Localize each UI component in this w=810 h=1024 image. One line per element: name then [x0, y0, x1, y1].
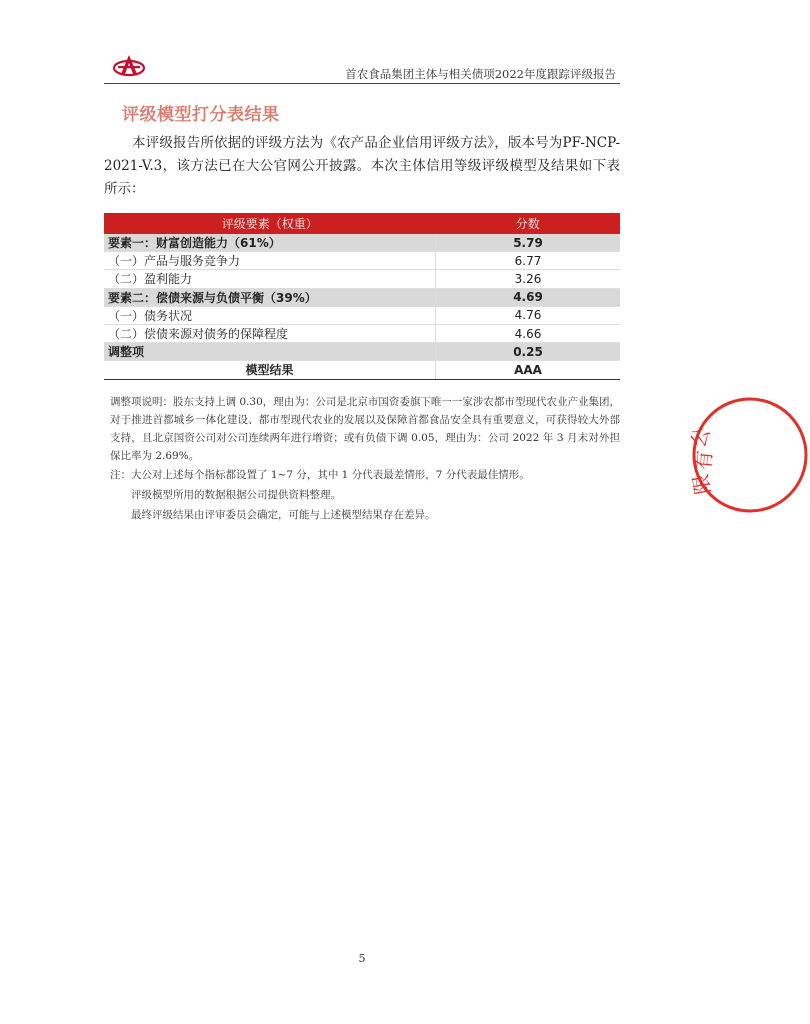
factor-label: 要素二：偿债来源与负债平衡（39%）	[104, 288, 436, 306]
column-header-factor: 评级要素（权重）	[104, 213, 436, 234]
factor-score: 4.69	[436, 288, 621, 306]
factor-score: 4.66	[436, 324, 621, 342]
factor-label: （一）债务状况	[104, 306, 436, 324]
svg-text:公: 公	[685, 423, 715, 451]
scale-note: 注：大公对上述每个指标都设置了 1~7 分，其中 1 分代表最差情形，7 分代表最佳情形。	[110, 469, 530, 481]
column-header-score: 分数	[436, 213, 621, 234]
page-number: 5	[358, 952, 366, 965]
factor-label: （二）偿债来源对债务的保障程度	[104, 324, 436, 342]
table-row	[104, 252, 620, 270]
svg-text:限: 限	[688, 472, 716, 497]
section-title: 评级模型打分表结果	[122, 105, 280, 125]
dagong-logo	[112, 54, 146, 78]
report-header-title: 首农食品集团主体与相关债项2022年度跟踪评级报告	[345, 67, 616, 81]
table-row	[104, 324, 620, 342]
factor-label: 调整项	[104, 343, 436, 361]
model-result-row	[104, 361, 620, 379]
table-header-row	[104, 213, 620, 234]
factor-label: （一）产品与服务竞争力	[104, 252, 436, 270]
factor-label: 要素一：财富创造能力（61%）	[104, 234, 436, 252]
table-row	[104, 306, 620, 324]
factor-score: 4.76	[436, 306, 621, 324]
table-row	[104, 270, 620, 288]
table-row	[104, 288, 620, 306]
factor-score: 3.26	[436, 270, 621, 288]
factor-score: 0.25	[436, 343, 621, 361]
table-row	[104, 234, 620, 252]
factor-score: 6.77	[436, 252, 621, 270]
data-source-note: 评级模型所用的数据根据公司提供资料整理。	[131, 489, 341, 501]
factor-score: 5.79	[436, 234, 621, 252]
intro-paragraph: 本评级报告所依据的评级方法为《农产品企业信用评级方法》，版本号为PF-NCP-2021-V.3，该方法已在大公官网公开披露。本次主体信用等级评级模型及结果如下表所示：	[104, 135, 620, 197]
factor-score: AAA	[436, 361, 621, 379]
company-seal-stamp	[685, 395, 810, 515]
factor-label: 模型结果	[104, 361, 436, 379]
svg-text:有: 有	[690, 449, 717, 472]
header-divider	[104, 83, 620, 84]
adjustment-note: 调整项说明：股东支持上调 0.30，理由为：公司是北京市国资委旗下唯一一家涉农都市型现代农业产业集团，对于推进首都城乡一体化建设、都市型现代农业的发展以及保障首都食品安全具有重要意义，可获得较大外部支持，且北京国资公司对公司连续两年进行增资；或有负债下调 0.05，理由为：公司 2022 年 3 月末对外担保比率为 2.69%。	[110, 396, 620, 462]
table-row	[104, 343, 620, 361]
factor-label: （二）盈利能力	[104, 270, 436, 288]
rating-score-table	[104, 213, 620, 380]
final-result-note: 最终评级结果由评审委员会确定，可能与上述模型结果存在差异。	[131, 509, 436, 521]
